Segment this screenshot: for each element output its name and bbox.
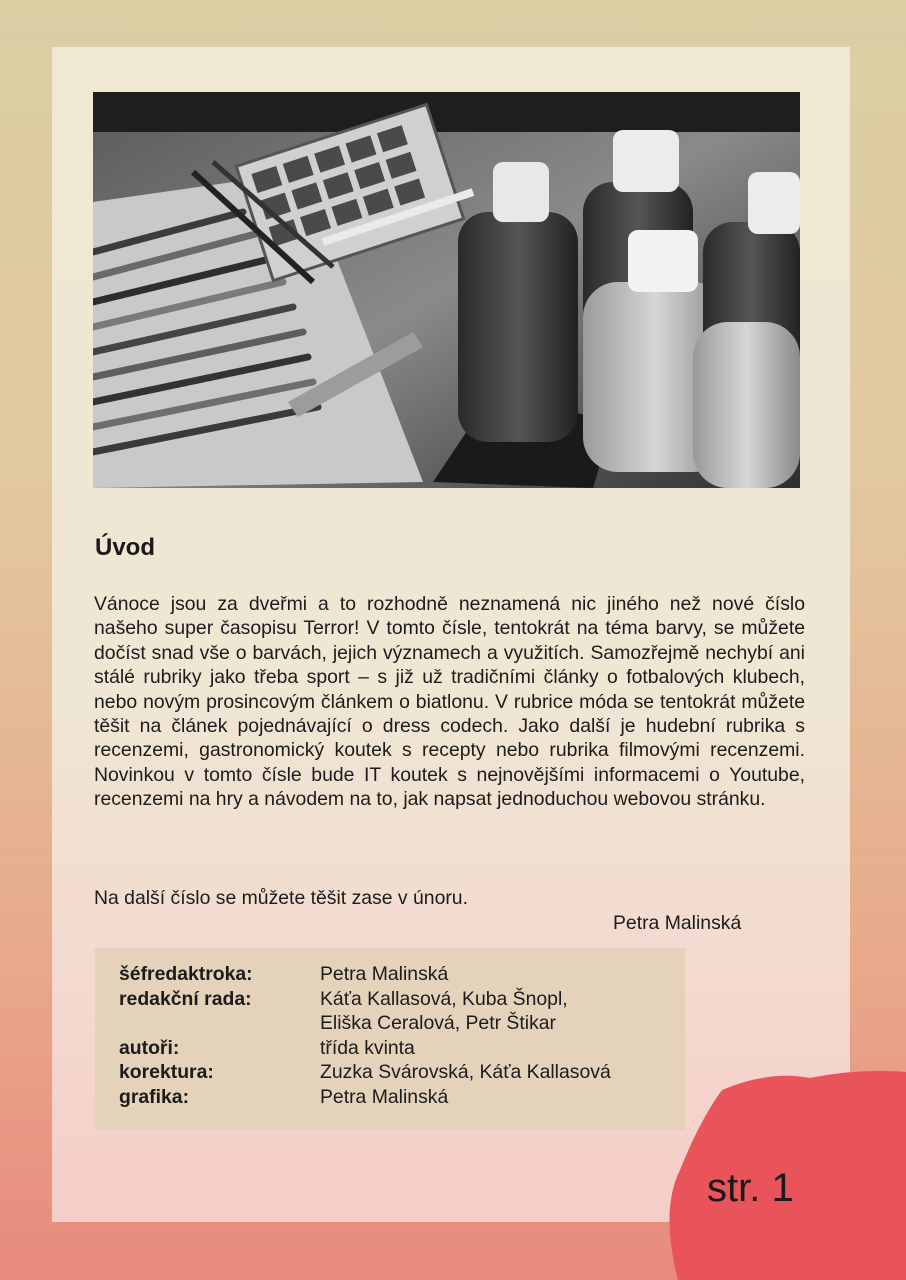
credit-names: Káťa Kallasová, Kuba Šnopl, — [320, 987, 568, 1010]
credit-row — [119, 1085, 611, 1110]
credit-names: Petra Malinská — [320, 1085, 449, 1108]
article-closing: Na další číslo se můžete těšit zase v únoru. — [94, 887, 468, 909]
credit-row — [119, 962, 611, 987]
credits-table — [119, 962, 611, 1110]
article-heading: Úvod — [95, 534, 155, 561]
credit-names: Eliška Ceralová, Petr Štikar — [320, 1012, 557, 1035]
credit-row — [119, 1036, 611, 1061]
credit-names: Petra Malinská — [320, 963, 449, 985]
article-body: Vánoce jsou za dveřmi a to rozhodně neznamená nic jiného než nové číslo našeho super časopisu Terror! V tomto čísle, tentokrát na téma barvy, se můžete dočíst snad vše o barvách, jejich významech a využitích. Samozřejmě nechybí ani stálé rubriky jako třeba sport – s již už tradičními články o fotbalových klubech, nebo novým prosincovým článkem o biatlonu. V rubrice móda se tentokrát můžete těšit na článek pojednávající o dress codech. Jako další je hudební rubrika s recenzemi, gastronomický koutek s recepty nebo rubrika filmovými recenzemi. Novinkou v tomto čísle bude IT koutek s nejnovějšími informacemi o Youtube, recenzemi na hry a návodem na to, jak napsat jednoduchou webovou stránku. — [94, 593, 805, 811]
credit-role: autoři: — [119, 1036, 180, 1059]
credit-names: třída kvinta — [320, 1036, 415, 1059]
author-signature: Petra Malinská — [613, 912, 742, 934]
credit-role: grafika: — [119, 1085, 190, 1108]
credit-role — [119, 1011, 320, 1036]
credit-role: redakční rada: — [119, 987, 252, 1010]
art-supplies-photo — [93, 92, 800, 488]
page-number: str. 1 — [707, 1166, 794, 1210]
credit-row — [119, 987, 611, 1012]
credits-box — [95, 948, 685, 1130]
credit-row — [119, 1011, 611, 1036]
credit-role: šéfredaktroka: — [119, 963, 253, 985]
credit-row — [119, 1060, 611, 1085]
photo-illustration — [93, 92, 800, 488]
credit-names: Zuzka Svárovská, Káťa Kallasová — [320, 1061, 611, 1084]
credit-role: korektura: — [119, 1061, 214, 1084]
